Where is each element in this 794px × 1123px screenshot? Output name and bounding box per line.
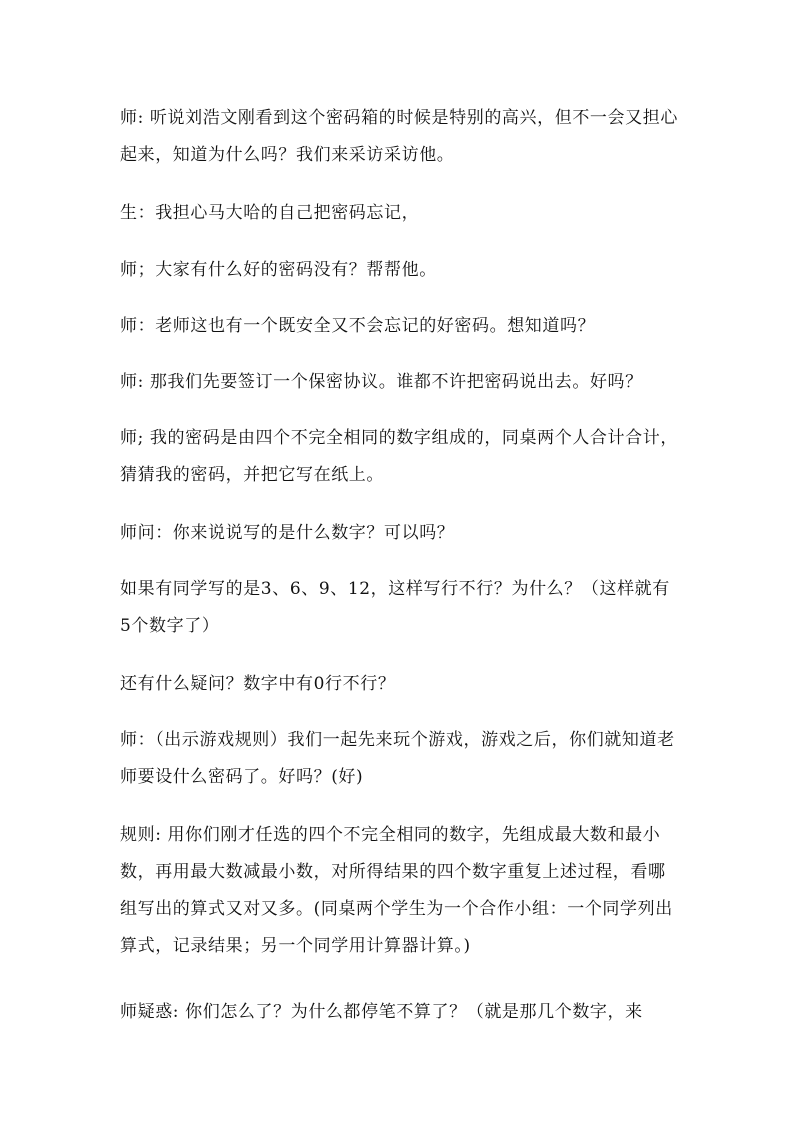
paragraph-teacher-intro: 师: 听说刘浩文刚看到这个密码箱的时候是特别的高兴，但不一会又担心起来，知道为什么吗？我们来采访采访他。	[120, 108, 678, 165]
paragraph-teacher-question: 师问：你来说说写的是什么数字？可以吗？	[120, 523, 455, 543]
paragraph-zero-question: 还有什么疑问？数字中有0行不行？	[120, 674, 396, 694]
paragraph-game-intro: 师：（出示游戏规则）我们一起先来玩个游戏，游戏之后，你们就知道老师要设什么密码了。好吗？(好)	[120, 730, 675, 787]
paragraph-teacher-agreement: 师: 那我们先要签订一个保密协议。谁都不许把密码说出去。好吗？	[120, 372, 643, 392]
paragraph-teacher-ask-help: 师；大家有什么好的密码没有？帮帮他。	[120, 260, 437, 280]
paragraph-teacher-good-password: 师：老师这也有一个既安全又不会忘记的好密码。想知道吗？	[120, 316, 596, 336]
paragraph-teacher-puzzled: 师疑惑: 你们怎么了？为什么都停笔不算了？（就是那几个数字，来	[120, 1002, 643, 1022]
paragraph-example-numbers: 如果有同学写的是3、6、9、12，这样写行不行？为什么？（这样就有5个数字了）	[120, 579, 670, 636]
paragraph-game-rules: 规则: 用你们刚才任选的四个不完全相同的数字，先组成最大数和最小数，再用最大数减最小数，对所得结果的四个数字重复上述过程，看哪组写出的算式又对又多。(同桌两个学生为一个合作小组：一个同学列出算式，记录结果；另一个同学用计算器计算。)	[120, 825, 673, 956]
paragraph-student-worry: 生：我担心马大哈的自己把密码忘记，	[120, 203, 420, 223]
paragraph-teacher-password-rule: 师; 我的密码是由四个不完全相同的数字组成的，同桌两个人合计合计，猜猜我的密码，并把它写在纸上。	[120, 428, 678, 485]
